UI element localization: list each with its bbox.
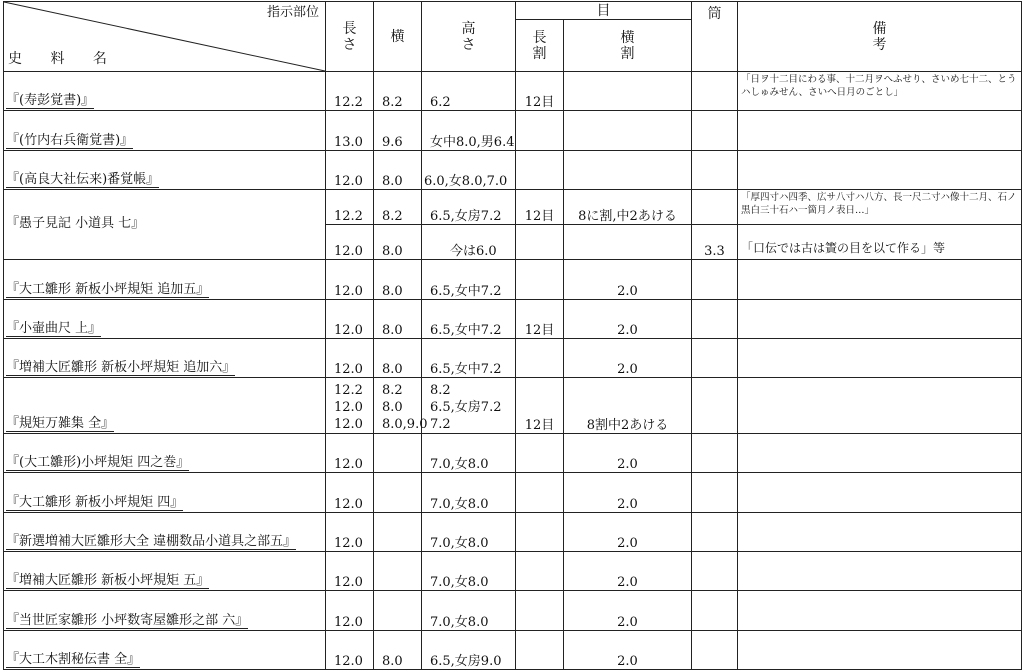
source-name: 『規矩万雑集 全』 — [6, 416, 115, 432]
remarks-cell — [738, 150, 1022, 189]
tsutsu-cell — [692, 512, 738, 551]
remarks-cell — [738, 299, 1022, 338]
me-length-cell — [516, 473, 564, 512]
length-cell: 12.0 — [326, 630, 374, 669]
header-remarks: 備 考 — [738, 2, 1022, 72]
source-name-cell — [4, 552, 326, 591]
source-name: 『(寿彭覚書)』 — [6, 93, 95, 109]
tsutsu-cell — [692, 189, 738, 224]
length-cell: 12.0 — [326, 434, 374, 473]
width-cell — [374, 512, 422, 551]
source-name: 『大工雛形 新板小坪規矩 追加五』 — [6, 281, 210, 297]
me-width-cell: 8割中2あける — [564, 378, 692, 434]
me-length-cell: 12目 — [516, 299, 564, 338]
height-cell: 6.5,女中7.2 — [422, 260, 516, 299]
me-width-cell: 2.0 — [564, 552, 692, 591]
length-cell: 12.0 — [326, 473, 374, 512]
source-name-cell — [4, 630, 326, 669]
source-name: 『増補大匠雛形 新板小坪規矩 追加六』 — [6, 360, 236, 376]
table-row — [4, 150, 1022, 189]
tsutsu-cell — [692, 378, 738, 434]
source-name: 『小壷曲尺 上』 — [6, 320, 102, 336]
me-width-cell: 2.0 — [564, 473, 692, 512]
me-width-cell — [564, 150, 692, 189]
source-name-cell — [4, 473, 326, 512]
me-width-cell: 8に割,中2あける — [564, 189, 692, 224]
header-me: 目 — [516, 2, 692, 20]
me-width-cell — [564, 72, 692, 111]
height-cell: 6.2 — [422, 72, 516, 111]
width-cell: 8.0 — [374, 260, 422, 299]
table-body — [4, 72, 1022, 670]
source-name-cell — [4, 72, 326, 111]
me-width-cell: 2.0 — [564, 512, 692, 551]
tsutsu-cell — [692, 111, 738, 150]
me-width-cell: 2.0 — [564, 299, 692, 338]
table-row — [4, 338, 1022, 377]
tsutsu-cell — [692, 473, 738, 512]
source-name: 『増補大匠雛形 新板小坪規矩 五』 — [6, 573, 210, 589]
header-height: 高 さ — [422, 2, 516, 72]
length-cell: 12.0 — [326, 338, 374, 377]
me-length-cell — [516, 591, 564, 630]
width-cell — [374, 473, 422, 512]
width-cell: 9.6 — [374, 111, 422, 150]
me-length-cell — [516, 225, 564, 260]
height-cell: 7.0,女8.0 — [422, 434, 516, 473]
height-cell: 7.0,女8.0 — [422, 552, 516, 591]
length-cell: 12.0 — [326, 260, 374, 299]
width-cell: 8.0 — [374, 299, 422, 338]
me-length-cell: 12目 — [516, 189, 564, 224]
table-row — [4, 434, 1022, 473]
table-row — [4, 260, 1022, 299]
table-row — [4, 473, 1022, 512]
source-name-cell — [4, 434, 326, 473]
width-cell-line: 8.2 — [382, 383, 403, 399]
me-width-cell — [564, 225, 692, 260]
me-length-cell: 12目 — [516, 378, 564, 434]
remarks-cell — [738, 512, 1022, 551]
height-cell: 6.0,女8.0,7.0 — [422, 150, 516, 189]
remarks-cell — [738, 473, 1022, 512]
remarks-cell — [738, 338, 1022, 377]
tsutsu-cell — [692, 434, 738, 473]
tsutsu-cell — [692, 630, 738, 669]
source-name-cell — [4, 378, 326, 434]
height-cell-line: 6.5,女房7.2 — [430, 400, 502, 416]
table-row — [4, 512, 1022, 551]
source-name: 『大工木割秘伝書 全』 — [6, 652, 141, 667]
me-length-cell — [516, 552, 564, 591]
length-cell: 12.0 — [326, 150, 374, 189]
width-cell — [374, 434, 422, 473]
width-cell: 8.2 — [374, 72, 422, 111]
me-length-cell — [516, 630, 564, 669]
remarks-cell: 「厚四寸ハ四季、広サ八寸ハ八方、長一尺二寸ハ像十二月、石ノ黒白三十石ハ一箇月ノ表日…」 — [738, 189, 1022, 224]
height-cell: 7.0,女8.0 — [422, 473, 516, 512]
height-cell-line: 8.2 — [430, 383, 451, 399]
height-cell: 6.5,女中7.2 — [422, 338, 516, 377]
source-name-label: 史 料 名 — [8, 51, 119, 67]
width-cell: 8.0 — [374, 630, 422, 669]
header-corner-cell — [4, 2, 326, 72]
source-name-cell — [4, 512, 326, 551]
width-cell: 8.0 — [374, 338, 422, 377]
height-cell: 6.5,女中7.2 — [422, 299, 516, 338]
tsutsu-cell: 3.3 — [692, 225, 738, 260]
width-cell — [374, 591, 422, 630]
table-row — [4, 72, 1022, 111]
tsutsu-cell — [692, 299, 738, 338]
me-width-cell: 2.0 — [564, 591, 692, 630]
document-sheet — [3, 1, 1021, 670]
tsutsu-cell — [692, 150, 738, 189]
width-cell — [374, 378, 428, 434]
width-cell-line: 8.0,9.0 — [382, 417, 428, 433]
source-name-cell — [4, 150, 326, 189]
me-width-cell: 2.0 — [564, 434, 692, 473]
table-row — [4, 378, 1022, 434]
height-cell: 6.5,女房9.0 — [422, 630, 516, 669]
source-name-cell — [4, 338, 326, 377]
length-cell — [326, 378, 374, 434]
table-row — [4, 299, 1022, 338]
length-cell: 12.0 — [326, 591, 374, 630]
header-me-length: 長 割 — [516, 20, 564, 72]
length-cell: 12.0 — [326, 299, 374, 338]
tsutsu-cell — [692, 338, 738, 377]
height-cell: 6.5,女房7.2 — [422, 189, 516, 224]
me-length-cell — [516, 338, 564, 377]
width-cell: 8.0 — [374, 225, 422, 260]
remarks-cell — [738, 630, 1022, 669]
width-cell: 8.0 — [374, 150, 422, 189]
source-name-cell — [4, 111, 326, 150]
source-name-cell — [4, 299, 326, 338]
tsutsu-cell — [692, 591, 738, 630]
length-cell: 12.2 — [326, 72, 374, 111]
table-row — [4, 630, 1022, 669]
source-name: 『当世匠家雛形 小坪数寄屋雛形之部 六』 — [6, 612, 249, 628]
header-me-width: 横 割 — [564, 20, 692, 72]
source-name-cell — [4, 591, 326, 630]
source-name: 『愚子見記 小道具 七』 — [6, 216, 145, 232]
me-length-cell — [516, 434, 564, 473]
source-name: 『(高良大社伝来)番覚帳』 — [6, 171, 160, 187]
tsutsu-cell — [692, 72, 738, 111]
length-cell: 12.0 — [326, 552, 374, 591]
remarks-cell — [738, 378, 1022, 434]
remarks-cell — [738, 552, 1022, 591]
me-width-cell: 2.0 — [564, 338, 692, 377]
me-width-cell: 2.0 — [564, 260, 692, 299]
length-cell-line: 12.0 — [334, 417, 363, 433]
me-length-cell — [516, 512, 564, 551]
me-length-cell — [516, 111, 564, 150]
width-cell — [374, 552, 422, 591]
source-name: 『(大工雛形)小坪規矩 四之巻』 — [6, 455, 190, 471]
width-cell-line: 8.0 — [382, 400, 403, 416]
table-row — [4, 591, 1022, 630]
height-cell: 7.0,女8.0 — [422, 591, 516, 630]
header-width: 横 — [374, 2, 422, 72]
source-name: 『(竹内右兵衛覚書)』 — [6, 132, 134, 148]
height-cell: 今は6.0 — [422, 225, 516, 260]
header-length: 長 さ — [326, 2, 374, 72]
remarks-cell: 「口伝では古は簀の目を以て作る」等 — [738, 225, 1022, 260]
height-cell: 女中8.0,男6.4 — [422, 111, 516, 150]
me-length-cell: 12目 — [516, 72, 564, 111]
remarks-cell — [738, 591, 1022, 630]
height-cell — [422, 378, 516, 434]
remarks-cell — [738, 260, 1022, 299]
me-width-cell: 2.0 — [564, 630, 692, 669]
tsutsu-cell — [692, 552, 738, 591]
table-row — [4, 189, 1022, 224]
indicator-label: 指示部位 — [266, 5, 319, 20]
remarks-cell — [738, 434, 1022, 473]
remarks-cell — [738, 111, 1022, 150]
source-table — [3, 1, 1022, 670]
me-length-cell — [516, 260, 564, 299]
length-cell: 13.0 — [326, 111, 374, 150]
tsutsu-cell — [692, 260, 738, 299]
source-name: 『大工雛形 新板小坪規矩 四』 — [6, 494, 184, 510]
length-cell: 12.0 — [326, 512, 374, 551]
source-name: 『新選増補大匠雛形大全 違棚数品小道具之部五』 — [6, 534, 297, 550]
height-cell: 7.0,女8.0 — [422, 512, 516, 551]
length-cell: 12.2 — [326, 189, 374, 224]
table-row — [4, 552, 1022, 591]
header-tsutsu: 筒 — [692, 2, 738, 72]
length-cell-line: 12.0 — [334, 400, 363, 416]
me-width-cell — [564, 111, 692, 150]
width-cell: 8.2 — [374, 189, 422, 224]
height-cell-line: 7.2 — [430, 417, 451, 433]
length-cell-line: 12.2 — [334, 383, 363, 399]
remarks-cell: 「日ヲ十二目にわる事、十二月ヲへふせり、さいめ七十二、とうハしゅみせん、さいへ日月のごとし」 — [738, 72, 1022, 111]
length-cell: 12.0 — [326, 225, 374, 260]
table-row — [4, 111, 1022, 150]
source-name-cell — [4, 260, 326, 299]
me-length-cell — [516, 150, 564, 189]
source-name-cell — [4, 189, 326, 259]
